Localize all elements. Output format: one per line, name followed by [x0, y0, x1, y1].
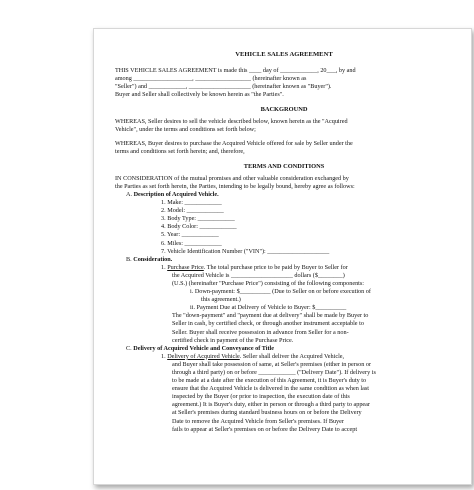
whereas-line: WHEREAS, Buyer desires to purchase the Acquired Vehicle offered for sale by Seller under the [115, 139, 353, 147]
background-heading: BACKGROUND [260, 106, 308, 114]
vehicle-field-body-color: 4. Body Color: ____________ [161, 223, 237, 231]
whereas-line: WHEREAS, Seller desires to sell the vehicle described below, known herein as the "Acquired [115, 118, 348, 126]
document-body [115, 50, 453, 434]
whereas-line: Vehicle", under the terms and conditions set forth below; [115, 126, 256, 134]
intro-line: "Seller") and ____________, ____________________ (hereinafter known as "Buyer"). [115, 83, 332, 91]
intro-line: THIS VEHICLE SALES AGREEMENT is made this ____ day of ____________, 20___, by and [115, 67, 356, 74]
section-c-title: Delivery of Acquired Vehicle and Conveyance of Title [133, 344, 274, 352]
delivery-line: to be made at a date after the execution of this Agreement, it is Buyer's duty to [172, 377, 367, 385]
delivery-clause [115, 353, 453, 361]
payment-terms-line: Seller in cash, by certified check, or through another instrument acceptable to [172, 320, 364, 328]
payment-terms-line: The "down-payment" and "payment due at delivery" shall be made by Buyer to [172, 312, 369, 320]
whereas-line: terms and conditions set forth herein; and, therefore, [115, 147, 245, 155]
intro-line: among ___________________, __________________ (hereinafter known as [115, 75, 307, 83]
delivery-line: Date to remove the Acquired Vehicle from Seller's premises. If Buyer [172, 417, 344, 425]
intro-line: Buyer and Seller shall collectively be known herein as "the Parties". [115, 91, 284, 99]
section-c-heading [115, 345, 453, 353]
purchase-price-text: . The total purchase price to be paid by Buyer to Seller for [203, 263, 348, 271]
purchase-price-clause [115, 264, 453, 272]
section-b-heading [115, 256, 453, 264]
purchase-price-line: the Acquired Vehicle is ____________________ dollars ($________) [172, 271, 345, 279]
delivery-label: Delivery of Acquired Vehicle [167, 352, 240, 360]
purchase-price-line: (U.S.) (hereinafter "Purchase Price") consisting of the following components: [172, 279, 365, 287]
section-a-title: Description of Acquired Vehicle. [133, 190, 219, 198]
whereas-paragraph-1 [115, 118, 453, 134]
delivery-line: inspected by the Buyer (or prior to inspection, the execution date of this [172, 393, 350, 401]
consideration-intro [115, 175, 453, 191]
clause-number: 1. [161, 263, 166, 271]
section-a-heading [115, 191, 453, 199]
down-payment-item-cont: this agreement.) [201, 296, 241, 304]
delivery-line: agreement.) It is Buyer's duty, either in person or through a third party to appear [172, 401, 370, 409]
intro-paragraph [115, 67, 453, 99]
section-c-letter: C. [126, 344, 132, 352]
payment-terms-line: certified check in payment of the Purchase Price. [172, 336, 294, 344]
section-a-letter: A. [126, 190, 133, 198]
payment-terms-line: Seller. Buyer shall receive possession in advance from Seller for a non- [172, 328, 349, 336]
delivery-line: fails to appear at Seller's premises on or before the Delivery Date to accept [172, 425, 358, 433]
consideration-line: the Parties as set forth herein, the Parties, intending to be legally bound, hereby agree as follows: [115, 182, 355, 190]
purchase-price-label: Purchase Price [167, 263, 204, 271]
vehicle-field-vin: 7. Vehicle Identification Number ("VIN"): ____________________ [161, 247, 330, 255]
vehicle-field-body-type: 3. Body Type: ____________ [161, 215, 235, 223]
consideration-line: IN CONSIDERATION of the mutual promises and other valuable consideration exchanged by [115, 174, 349, 182]
document-title: VEHICLE SALES AGREEMENT [235, 51, 333, 58]
delivery-line: and Buyer shall take possession of same, at Seller's premises (either in person or [172, 360, 372, 368]
clause-number: 1. [161, 352, 166, 360]
document-page [93, 28, 472, 485]
section-b-title: Consideration. [133, 255, 173, 263]
delivery-line: ensure that the Acquired Vehicle is delivered in the same condition as when last [172, 385, 369, 393]
vehicle-field-miles: 6. Miles: ____________ [161, 239, 222, 247]
payment-due-item: ii. Payment Due at Delivery of Vehicle to Buyer: $__________ [190, 304, 347, 312]
delivery-line: at Seller's premises during standard business hours on or before the Delivery [172, 409, 362, 417]
section-b-letter: B. [126, 255, 132, 263]
whereas-paragraph-2 [115, 140, 453, 156]
vehicle-field-model: 2. Model: ____________ [161, 207, 224, 215]
terms-heading: TERMS AND CONDITIONS [243, 162, 325, 170]
delivery-text: . Seller shall deliver the Acquired Vehicle, [239, 352, 345, 360]
down-payment-item: i. Down-payment: $__________ (Due to Seller on or before execution of [190, 288, 371, 296]
vehicle-field-make: 1. Make: ____________ [161, 199, 222, 207]
delivery-line: through a third party) on or before ____________ ("Delivery Date"). If delivery is [172, 369, 376, 376]
vehicle-field-year: 5. Year: ____________ [161, 231, 219, 239]
